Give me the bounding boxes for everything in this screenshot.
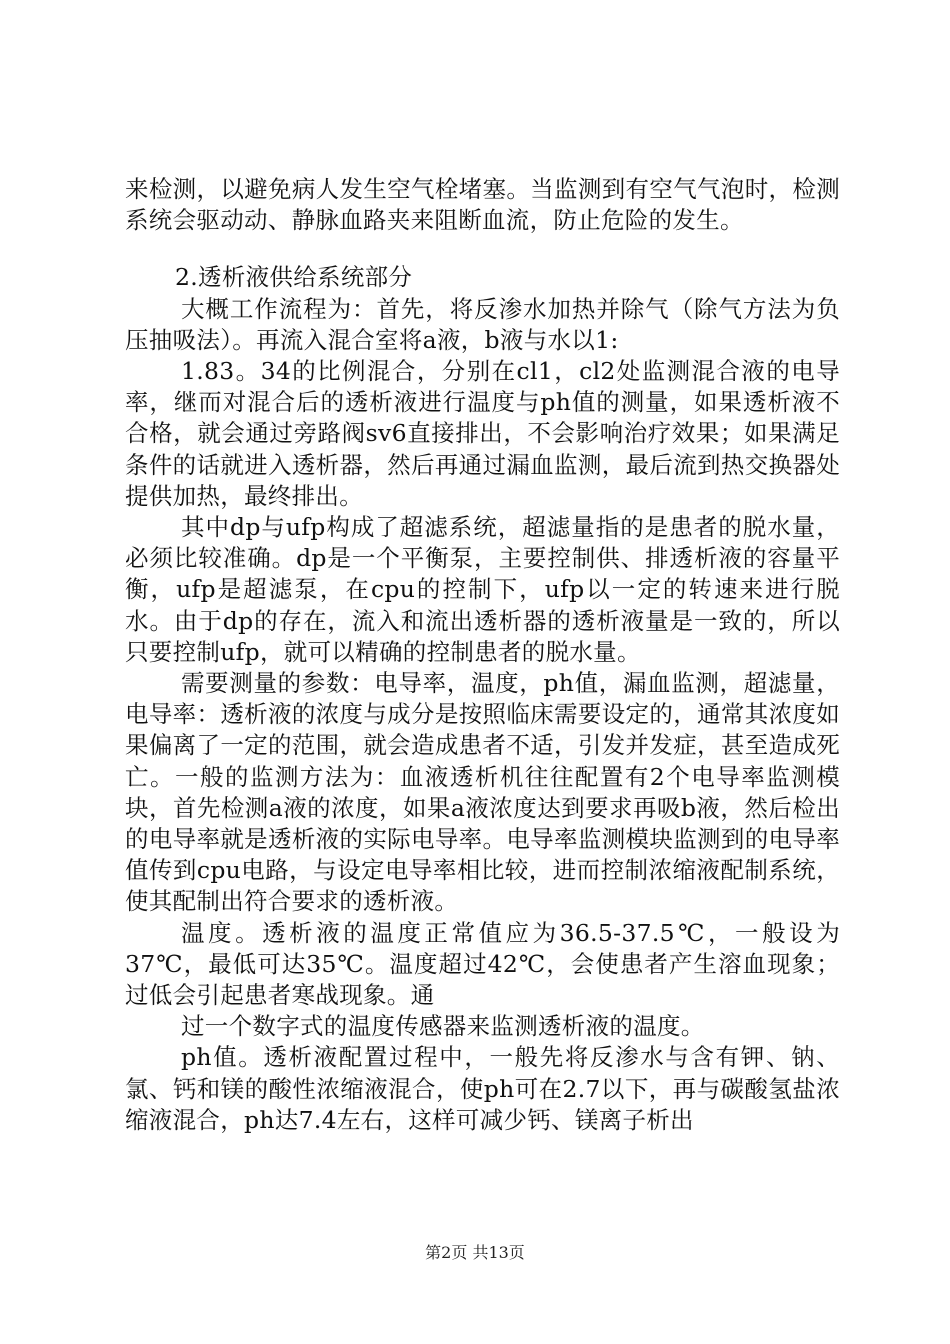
paragraph-conductivity: 需要测量的参数：电导率，温度，ph值，漏血监测，超滤量，电导率：透析液的浓度与成分是按照临床需要设定的，通常其浓度如果偏离了一定的范围，就会造成患者不适，引发并发症，甚至造成死亡。一般的监测方法为：血液透析机往往配置有2个电导率监测模块，首先检测a液的浓度，如果a液浓度达到要求再吸b液，然后检出的电导率就是透析液的实际电导率。电导率监测模块监测到的电导率值传到cpu电路，与设定电导率相比较，进而控制浓缩液配制系统，使其配制出符合要求的透析液。 <box>125 669 840 916</box>
document-body <box>125 174 840 1136</box>
paragraph-ph: ph值。透析液配置过程中，一般先将反渗水与含有钾、钠、氯、钙和镁的酸性浓缩液混合，使ph可在2.7以下，再与碳酸氢盐浓缩液混合，ph达7.4左右，这样可减少钙、镁离子析出 <box>125 1043 840 1134</box>
paragraph-temperature: 温度。透析液的温度正常值应为36.5-37.5℃，一般设为37℃，最低可达35℃。温度超过42℃，会使患者产生溶血现象；过低会引起患者寒战现象。通 <box>125 918 840 1010</box>
section-heading: 2.透析液供给系统部分 <box>175 263 413 292</box>
paragraph-ultrafiltration: 其中dp与ufp构成了超滤系统，超滤量指的是患者的脱水量，必须比较准确。dp是一个平衡泵，主要控制供、排透析液的容量平衡，ufp是超滤泵，在cpu的控制下，ufp以一定的转速来进行脱水。由于dp的存在，流入和流出透析器的透析液量是一致的，所以只要控制ufp，就可以精确的控制患者的脱水量。 <box>125 513 840 666</box>
paragraph-workflow: 大概工作流程为：首先，将反渗水加热并除气（除气方法为负压抽吸法）。再流入混合室将a液，b液与水以1: <box>125 294 840 354</box>
paragraph-temperature-sensor: 过一个数字式的温度传感器来监测透析液的温度。 <box>181 1012 705 1041</box>
paragraph-mixing-ratio: 1.83。34的比例混合，分别在cl1，cl2处监测混合液的电导率，继而对混合后的透析液进行温度与ph值的测量，如果透析液不合格，就会通过旁路阀sv6直接排出，不会影响治疗效果；如果满足条件的话就进入透析器，然后再通过漏血监测，最后流到热交换器处提供加热，最终排出。 <box>125 357 840 510</box>
page-footer: 第2页 共13页 <box>425 1243 525 1262</box>
paragraph-air-detection: 来检测，以避免病人发生空气栓堵塞。当监测到有空气气泡时，检测系统会驱动动、静脉血路夹来阻断血流，防止危险的发生。 <box>125 175 840 235</box>
